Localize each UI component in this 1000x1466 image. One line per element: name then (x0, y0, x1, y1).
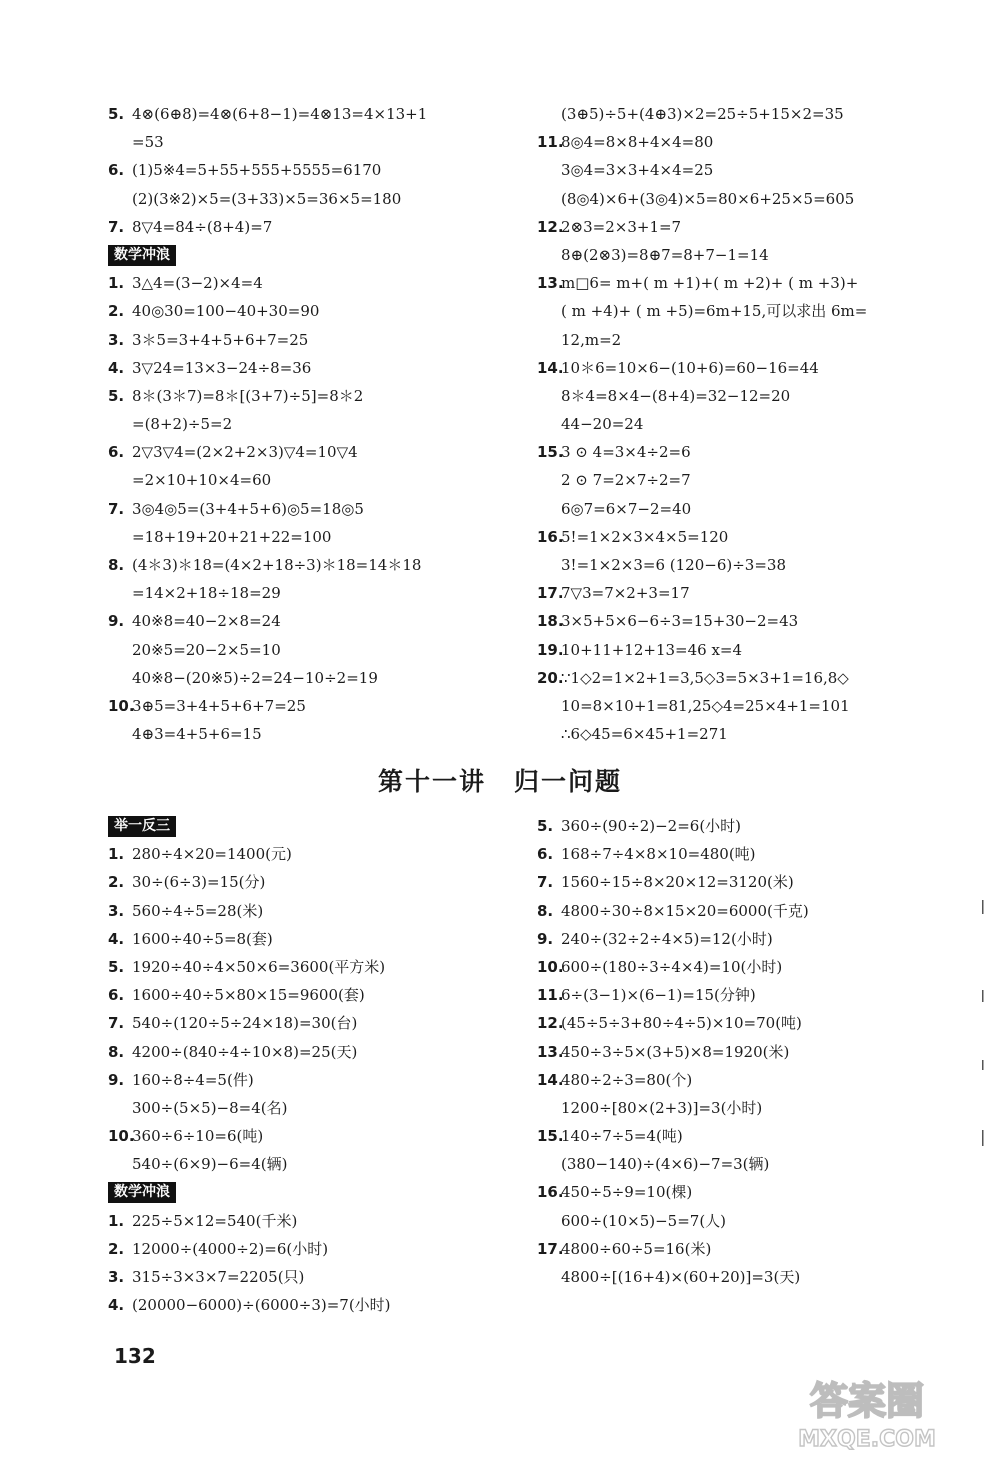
answer-continuation (537, 466, 977, 494)
answer-text: 5!=1×2×3×4×5=120 (561, 527, 729, 546)
answer-continuation (537, 495, 977, 523)
answer-text: 2▽3▽4=(2×2+2×3)▽4=10▽4 (132, 443, 358, 462)
answers-top-right (537, 100, 977, 748)
answer-item (108, 607, 548, 635)
answer-item (537, 1038, 977, 1066)
answer-number: 16. (537, 527, 564, 546)
answer-text: 1600÷40÷5×80×15=9600(套) (132, 986, 365, 1005)
answer-text: 3!=1×2×3=6 (120−6)÷3=38 (561, 556, 786, 574)
answer-text: 1200÷[80×(2+3)]=3(小时) (561, 1098, 763, 1117)
answer-text: (8◎4)×6+(3◎4)×5=80×6+25×5=605 (561, 189, 855, 208)
answer-number: 5. (537, 817, 554, 835)
answer-text: 280÷4×20=1400(元) (132, 845, 292, 864)
answer-text: (380−140)÷(4×6)−7=3(辆) (561, 1155, 770, 1174)
answer-number: 4. (108, 929, 125, 948)
answer-item (108, 1009, 548, 1037)
answer-item (537, 128, 977, 156)
answer-text: 30÷(6÷3)=15(分) (132, 873, 266, 892)
answer-continuation (108, 185, 548, 213)
answer-text: 315÷3×3×7=2205(只) (132, 1268, 305, 1286)
answer-text: 450÷5÷9=10(棵) (561, 1183, 693, 1202)
answer-text: 44−20=24 (561, 415, 644, 434)
answer-item (537, 664, 977, 692)
answer-number: 18. (537, 612, 564, 631)
answer-number: 12. (537, 1014, 564, 1033)
answer-number: 14. (537, 1070, 564, 1089)
answer-number: 7. (108, 1014, 125, 1033)
answer-number: 16. (537, 1183, 564, 1202)
answer-text: 40※8=40−2×8=24 (132, 612, 281, 631)
answer-text: 480÷2÷3=80(个) (561, 1070, 693, 1089)
answer-number: 10. (537, 957, 564, 976)
answer-text: 360÷(90÷2)−2=6(小时) (561, 817, 742, 835)
answer-number: 1. (108, 1211, 125, 1230)
answer-text: 2⊗3=2×3+1=7 (561, 217, 682, 236)
answer-number: 15. (537, 443, 564, 462)
answer-number: 14. (537, 358, 564, 377)
answer-text: 3⊕5=3+4+5+6+7=25 (132, 696, 306, 715)
answer-item (537, 607, 977, 635)
answer-item (537, 812, 977, 840)
answer-number: 7. (537, 873, 554, 892)
answer-item (537, 354, 977, 382)
answer-continuation (537, 1150, 977, 1178)
answer-text: 8＊(3＊7)=8＊[(3+7)÷5]=8＊2 (132, 386, 364, 405)
answer-continuation (537, 551, 977, 579)
answer-text: 20※5=20−2×5=10 (132, 640, 281, 659)
section-badge: 数学冲浪 (108, 245, 176, 266)
answer-item (108, 156, 548, 184)
answer-text: =2×10+10×4=60 (132, 471, 272, 490)
answer-item (108, 269, 548, 297)
answer-text: 600÷(180÷3÷4×4)=10(小时) (561, 957, 783, 976)
answer-text: m□6= m+( m +1)+( m +2)+ ( m +3)+ (561, 274, 859, 293)
answer-continuation (108, 720, 548, 748)
answers-top-left (108, 100, 548, 748)
answer-item (537, 1235, 977, 1263)
answer-text: 8◎4=8×8+4×4=80 (561, 133, 714, 152)
answer-text: 160÷8÷4=5(件) (132, 1070, 254, 1089)
answer-item (108, 1235, 548, 1263)
answer-item (108, 495, 548, 523)
answer-text: ( m +4)+ ( m +5)=6m+15,可以求出 6m= (561, 302, 868, 321)
answer-item (108, 1263, 548, 1291)
answer-text: (4＊3)＊18=(4×2+18÷3)＊18=14＊18 (132, 556, 422, 574)
answer-number: 8. (108, 1042, 125, 1061)
answer-continuation (537, 185, 977, 213)
answer-text: 4800÷30÷8×15×20=6000(千克) (561, 901, 809, 920)
answer-number: 1. (108, 845, 125, 864)
answer-item (537, 840, 977, 868)
answer-text: 140÷7÷5=4(吨) (561, 1127, 683, 1146)
answer-number: 20. (537, 668, 564, 687)
answer-item (537, 579, 977, 607)
answer-text: 6◎7=6×7−2=40 (561, 499, 692, 518)
answer-number: 3. (108, 901, 125, 920)
answer-item (537, 636, 977, 664)
lecture-title (0, 762, 1000, 798)
answer-number: 6. (537, 845, 554, 864)
answer-continuation (537, 410, 977, 438)
answer-item (108, 297, 548, 325)
answers-bottom-left (108, 812, 548, 1319)
answer-number: 2. (108, 1239, 125, 1258)
answer-item (108, 1122, 548, 1150)
answer-number: 3. (108, 1268, 125, 1286)
answer-number: 13. (537, 274, 564, 293)
answer-continuation (108, 579, 548, 607)
answer-item (537, 1122, 977, 1150)
answer-number: 11. (537, 133, 564, 152)
watermark-logo (742, 1372, 992, 1452)
lecture-topic: 归一问题 (514, 767, 623, 796)
answer-item (108, 326, 548, 354)
answer-number: 3. (108, 330, 125, 349)
answer-continuation (537, 100, 977, 128)
answer-text: 560÷4÷5=28(米) (132, 901, 264, 920)
answer-continuation (537, 692, 977, 720)
answer-continuation (537, 326, 977, 354)
answer-text: =18+19+20+21+22=100 (132, 527, 332, 546)
answer-text: =53 (132, 133, 164, 152)
answer-item (108, 692, 548, 720)
answer-number: 6. (108, 986, 125, 1005)
answer-number: 4. (108, 1296, 125, 1315)
answer-text: 40※8−(20※5)÷2=24−10÷2=19 (132, 668, 378, 687)
answer-text: 225÷5×12=540(千米) (132, 1211, 298, 1230)
answer-number: 6. (108, 161, 125, 180)
answer-number: 17. (537, 1239, 564, 1258)
answer-text: 4⊗(6⊕8)=4⊗(6+8−1)=4⊗13=4×13+1 (132, 105, 428, 123)
answer-continuation (108, 410, 548, 438)
answer-number: 12. (537, 217, 564, 236)
answer-number: 17. (537, 584, 564, 603)
answer-text: 1560÷15÷8×20×12=3120(米) (561, 873, 794, 892)
answer-item (537, 981, 977, 1009)
section-badge: 举一反三 (108, 816, 176, 837)
answer-text: 40◎30=100−40+30=90 (132, 302, 320, 321)
answer-text: 8＊4=8×4−(8+4)=32−12=20 (561, 386, 791, 405)
answer-item (108, 438, 548, 466)
answer-number: 2. (108, 302, 125, 321)
answer-continuation (108, 1150, 548, 1178)
answer-continuation (537, 297, 977, 325)
answer-text: 7▽3=7×2+3=17 (561, 584, 690, 603)
answer-text: 168÷7÷4×8×10=480(吨) (561, 845, 756, 864)
answer-text: 3◎4=3×3+4×4=25 (561, 161, 714, 180)
answer-item (108, 382, 548, 410)
answer-number: 9. (108, 1070, 125, 1089)
answer-text: 540÷(6×9)−6=4(辆) (132, 1155, 288, 1174)
answer-text: 600÷(10×5)−5=7(人) (561, 1211, 727, 1230)
answer-text: 4800÷60÷5=16(米) (561, 1239, 712, 1258)
answer-item (108, 1207, 548, 1235)
section-badge-row (108, 1178, 548, 1206)
answer-continuation (537, 720, 977, 748)
answer-number: 13. (537, 1042, 564, 1061)
answer-text: 360÷6÷10=6(吨) (132, 1127, 264, 1146)
answer-number: 6. (108, 443, 125, 462)
answer-number: 19. (537, 640, 564, 659)
answer-item (108, 840, 548, 868)
answer-item (108, 213, 548, 241)
answer-continuation (108, 128, 548, 156)
answer-number: 7. (108, 499, 125, 518)
answer-text: 10+11+12+13=46 x=4 (561, 640, 743, 659)
watermark-bottom-text: MXQE.COM (798, 1427, 936, 1452)
answer-text: 3▽24=13×3−24÷8=36 (132, 358, 312, 377)
answer-item (108, 897, 548, 925)
answer-item (108, 1066, 548, 1094)
answer-number: 10. (108, 696, 135, 715)
answer-text: 12000÷(4000÷2)=6(小时) (132, 1239, 329, 1258)
answer-item (108, 1038, 548, 1066)
answer-number: 1. (108, 274, 125, 293)
answer-text: 4800÷[(16+4)×(60+20)]=3(天) (561, 1268, 801, 1286)
answer-item (108, 354, 548, 382)
answer-number: 10. (108, 1127, 135, 1146)
answer-item (537, 1066, 977, 1094)
answer-number: 2. (108, 873, 125, 892)
answer-text: (45÷5÷3+80÷4÷5)×10=70(吨) (561, 1014, 802, 1033)
answer-number: 9. (537, 929, 554, 948)
answer-item (108, 100, 548, 128)
answer-item (537, 438, 977, 466)
answer-text: 1600÷40÷5=8(套) (132, 929, 273, 948)
answer-item (108, 981, 548, 1009)
answer-text: 4200÷(840÷4÷10×8)=25(天) (132, 1042, 358, 1061)
answer-text: 12,m=2 (561, 330, 622, 349)
answer-continuation (537, 156, 977, 184)
answer-item (537, 868, 977, 896)
answer-continuation (108, 664, 548, 692)
answer-text: 6÷(3−1)×(6−1)=15(分钟) (561, 986, 756, 1005)
answer-item (108, 868, 548, 896)
answer-continuation (108, 523, 548, 551)
answer-text: 240÷(32÷2÷4×5)=12(小时) (561, 929, 773, 948)
answer-item (537, 1009, 977, 1037)
answer-number: 7. (108, 217, 125, 236)
answer-text: =(8+2)÷5=2 (132, 415, 233, 434)
page-number: 132 (114, 1344, 156, 1368)
answer-item (537, 925, 977, 953)
answer-text: 4⊕3=4+5+6=15 (132, 725, 262, 744)
answer-text: 2 ⊙ 7=2×7÷2=7 (561, 471, 691, 490)
answers-bottom-right (537, 812, 977, 1291)
answer-text: (3⊕5)÷5+(4⊕3)×2=25÷5+15×2=35 (561, 105, 844, 123)
answer-item (537, 269, 977, 297)
answer-text: 10＊6=10×6−(10+6)=60−16=44 (561, 358, 819, 377)
answer-text: 3×5+5×6−6÷3=15+30−2=43 (561, 612, 799, 631)
answer-item (108, 953, 548, 981)
answer-item (537, 523, 977, 551)
answer-continuation (537, 241, 977, 269)
section-badge-row (108, 241, 548, 269)
answer-number: 4. (108, 358, 125, 377)
answer-text: ∴6◇45=6×45+1=271 (561, 725, 728, 744)
answer-text: 450÷3÷5×(3+5)×8=1920(米) (561, 1042, 790, 1061)
answer-text: 3△4=(3−2)×4=4 (132, 274, 263, 293)
answer-text: 1920÷40÷4×50×6=3600(平方米) (132, 957, 386, 976)
answer-item (537, 953, 977, 981)
answer-continuation (108, 636, 548, 664)
answer-number: 5. (108, 957, 125, 976)
answer-text: =14×2+18÷18=29 (132, 584, 281, 603)
answer-number: 11. (537, 986, 564, 1005)
answer-text: 3◎4◎5=(3+4+5+6)◎5=18◎5 (132, 499, 364, 518)
answer-continuation (537, 382, 977, 410)
answer-continuation (537, 1094, 977, 1122)
answer-number: 8. (108, 556, 125, 574)
answer-item (108, 1291, 548, 1319)
answer-number: 9. (108, 612, 125, 631)
answer-text: ∵1◇2=1×2+1=3,5◇3=5×3+1=16,8◇ (561, 668, 849, 687)
answer-text: (1)5※4=5+55+555+5555=6170 (132, 161, 382, 180)
answer-number: 5. (108, 386, 125, 405)
answer-continuation (108, 466, 548, 494)
answer-text: 3＊5=3+4+5+6+7=25 (132, 330, 309, 349)
answer-text: 10=8×10+1=81,25◇4=25×4+1=101 (561, 696, 850, 715)
margin-marks (980, 900, 986, 1150)
answer-item (537, 1178, 977, 1206)
answer-item (108, 925, 548, 953)
answer-item (537, 213, 977, 241)
answer-text: (2)(3※2)×5=(3+33)×5=36×5=180 (132, 189, 402, 208)
answer-number: 8. (537, 901, 554, 920)
watermark-top-text: 答案圈 (809, 1379, 925, 1423)
answer-continuation (108, 1094, 548, 1122)
answer-text: 8⊕(2⊗3)=8⊕7=8+7−1=14 (561, 245, 769, 264)
answer-continuation (537, 1207, 977, 1235)
answer-text: 540÷(120÷5÷24×18)=30(台) (132, 1014, 358, 1033)
lecture-number: 第十一讲 (377, 767, 486, 796)
answer-text: 300÷(5×5)−8=4(名) (132, 1098, 288, 1117)
answer-number: 15. (537, 1127, 564, 1146)
answer-item (108, 551, 548, 579)
answer-text: (20000−6000)÷(6000÷3)=7(小时) (132, 1296, 391, 1315)
answer-continuation (537, 1263, 977, 1291)
answer-text: 3 ⊙ 4=3×4÷2=6 (561, 443, 691, 462)
answer-number: 5. (108, 105, 125, 123)
answer-item (537, 897, 977, 925)
section-badge: 数学冲浪 (108, 1182, 176, 1203)
section-badge-row (108, 812, 548, 840)
answer-text: 8▽4=84÷(8+4)=7 (132, 217, 273, 236)
